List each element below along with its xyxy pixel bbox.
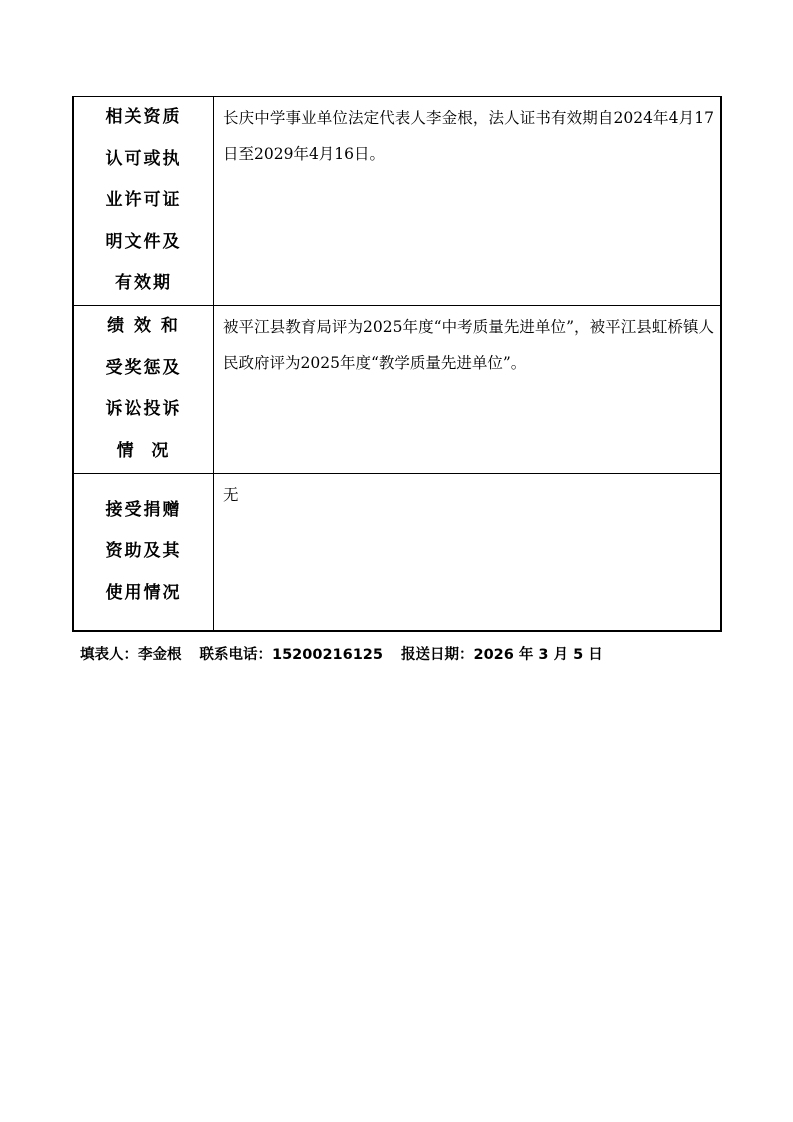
phone-number: 15200216125 [272, 647, 383, 663]
row-label-line: 业许可证 [105, 190, 182, 211]
date-label: 报送日期： [400, 647, 474, 663]
row-content-cell [214, 473, 722, 631]
row-label-line: 诉讼投诉 [105, 399, 182, 420]
table-row [73, 97, 721, 306]
row-label-line: 接受捐赠 [105, 499, 182, 520]
row-content-cell [214, 97, 722, 306]
row-label-cell [73, 473, 214, 631]
form-footer [80, 640, 603, 670]
filler-label: 填表人： [80, 647, 138, 663]
row-label-cell [73, 305, 214, 473]
row-label-line: 绩 效 和 [107, 316, 180, 337]
table-row [73, 305, 721, 473]
qualification-text: 长庆中学事业单位法定代表人李金根，法人证书有效期自2024年4月17日至2029年4月16日。 [223, 109, 714, 163]
row-label-line: 有效期 [115, 273, 172, 294]
report-date: 2026 年 3 月 5 日 [473, 647, 603, 663]
row-label-line: 资助及其 [105, 541, 182, 562]
row-label-line: 情 况 [116, 441, 171, 462]
row-label-line: 明文件及 [105, 231, 182, 252]
table-row [73, 473, 721, 631]
row-label-line: 认可或执 [105, 148, 182, 169]
filler-name: 李金根 [138, 647, 182, 663]
phone-label: 联系电话： [199, 647, 272, 663]
row-label-line: 相关资质 [105, 107, 182, 127]
awards-text: 被平江县教育局评为2025年度“中考质量先进单位”，被平江县虹桥镇人民政府评为2025年度“教学质量先进单位”。 [223, 317, 714, 372]
row-label-line: 受奖惩及 [105, 357, 182, 378]
row-label-cell [73, 97, 214, 306]
row-content-cell [214, 305, 722, 473]
row-label-line: 使用情况 [105, 583, 182, 604]
donations-text: 无 [223, 485, 239, 504]
info-table [72, 96, 722, 632]
